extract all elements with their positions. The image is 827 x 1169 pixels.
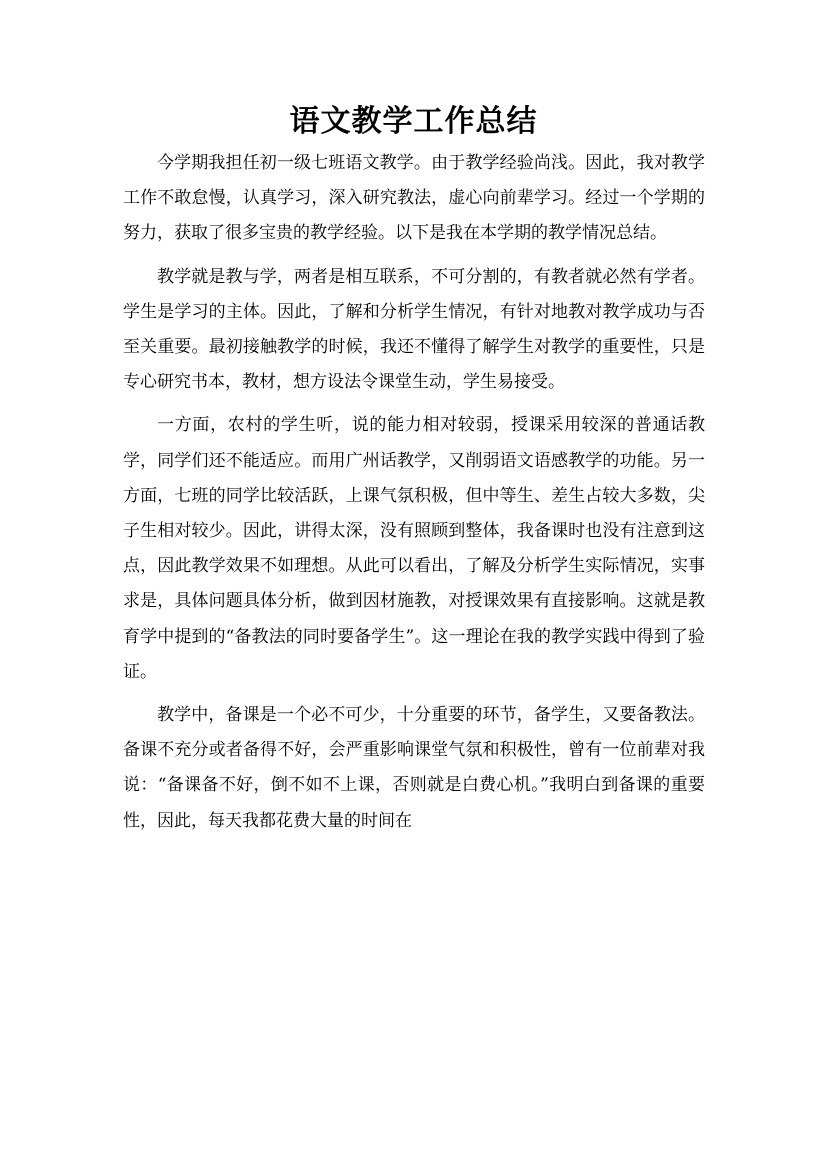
document-body bbox=[123, 146, 705, 847]
paragraph-student-analysis: 一方面，农村的学生听，说的能力相对较弱，授课采用较深的普通话教学，同学们还不能适应。而用广州话教学，又削弱语文语感教学的功能。另一方面，七班的同学比较活跃，上课气氛积极，但中等生、差生占较大多数，尖子生相对较少。因此，讲得太深，没有照顾到整体，我备课时也没有注意到这点，因此教学效果不如理想。从此可以看出，了解及分析学生实际情况，实事求是，具体问题具体分析，做到因材施教，对授课效果有直接影响。这就是教育学中提到的“备教法的同时要备学生”。这一理论在我的教学实践中得到了验证。 bbox=[123, 415, 705, 682]
paragraph-teaching-and-learning: 教学就是教与学，两者是相互联系，不可分割的，有教者就必然有学者。学生是学习的主体。因此，了解和分析学生情况，有针对地教对教学成功与否至关重要。最初接触教学的时候，我还不懂得了解学生对教学的重要性，只是专心研究书本，教材，想方设法令课堂生动，学生易接受。 bbox=[123, 266, 705, 393]
paragraph-intro: 今学期我担任初一级七班语文教学。由于教学经验尚浅。因此，我对教学工作不敢怠慢，认真学习，深入研究教法，虚心向前辈学习。经过一个学期的努力，获取了很多宝贵的教学经验。以下是我在本学期的教学情况总结。 bbox=[123, 153, 705, 244]
document-title: 语文教学工作总结 bbox=[289, 104, 538, 139]
paragraph-lesson-preparation: 教学中，备课是一个必不可少，十分重要的环节，备学生，又要备教法。备课不充分或者备得不好，会严重影响课堂气氛和积极性，曾有一位前辈对我说：“备课备不好，倒不如不上课，否则就是白费心机。”我明白到备课的重要性，因此，每天我都花费大量的时间在 bbox=[123, 705, 705, 831]
